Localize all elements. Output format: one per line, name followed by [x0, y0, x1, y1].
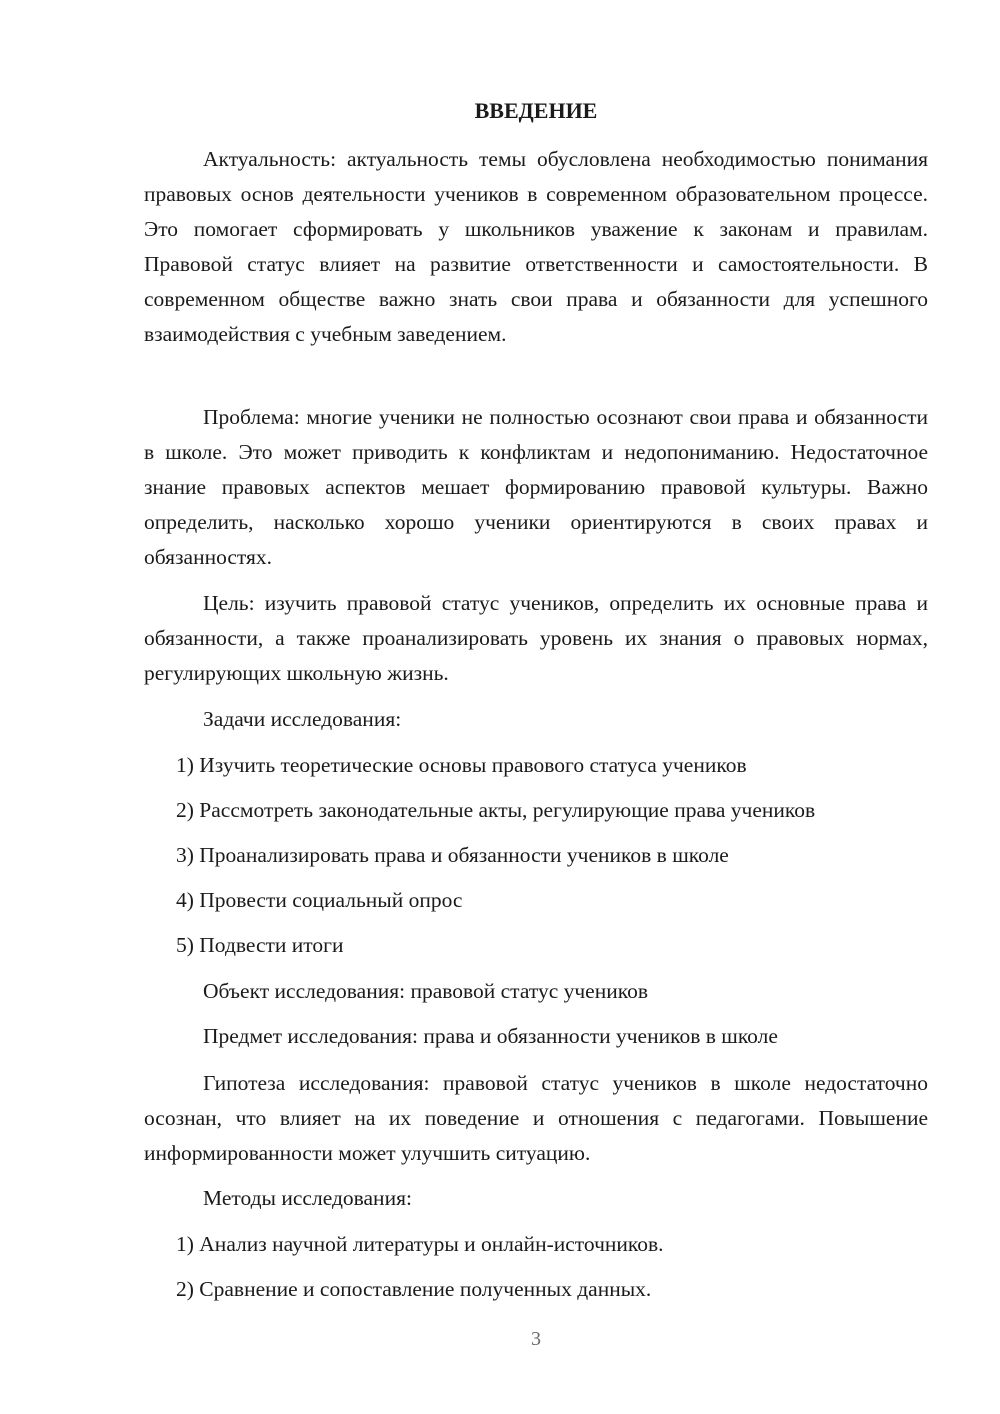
task-item-3: 3) Проанализировать права и обязанности учеников в школе — [176, 843, 729, 867]
page-number: 3 — [531, 1328, 541, 1350]
hypothesis-paragraph: Гипотеза исследования: правовой статус учеников в школе недостаточно осознан, что влияет на их поведение и отношения с педагогами. Повышение информированности может улучшить ситуацию. — [144, 1071, 928, 1165]
research-subject: Предмет исследования: права и обязанности учеников в школе — [203, 1024, 778, 1048]
relevance-paragraph: Актуальность: актуальность темы обусловлена необходимостью понимания правовых основ деятельности учеников в современном образовательном процессе. Это помогает сформировать у школьников уважение к законам и правилам. Правовой статус влияет на развитие ответственности и самостоятельности. В современном обществе важно знать свои права и обязанности для успешного взаимодействия с учебным заведением. — [144, 147, 928, 346]
problem-paragraph: Проблема: многие ученики не полностью осознают свои права и обязанности в школе. Это может приводить к конфликтам и недопониманию. Недостаточное знание правовых аспектов мешает формированию правовой культуры. Важно определить, насколько хорошо ученики ориентируются в своих правах и обязанностях. — [144, 405, 928, 569]
task-item-1: 1) Изучить теоретические основы правового статуса учеников — [176, 753, 747, 777]
task-item-4: 4) Провести социальный опрос — [176, 888, 463, 912]
tasks-heading: Задачи исследования: — [203, 707, 402, 731]
page-title: ВВЕДЕНИЕ — [474, 98, 598, 123]
method-item-1: 1) Анализ научной литературы и онлайн-источников. — [176, 1232, 664, 1256]
research-object: Объект исследования: правовой статус учеников — [203, 979, 648, 1003]
goal-paragraph: Цель: изучить правовой статус учеников, определить их основные права и обязанности, а также проанализировать уровень их знания о правовых нормах, регулирующих школьную жизнь. — [144, 591, 928, 685]
task-item-2: 2) Рассмотреть законодательные акты, регулирующие права учеников — [176, 798, 816, 822]
methods-heading: Методы исследования: — [203, 1186, 412, 1210]
task-item-5: 5) Подвести итоги — [176, 933, 344, 957]
method-item-2: 2) Сравнение и сопоставление полученных данных. — [176, 1277, 652, 1301]
